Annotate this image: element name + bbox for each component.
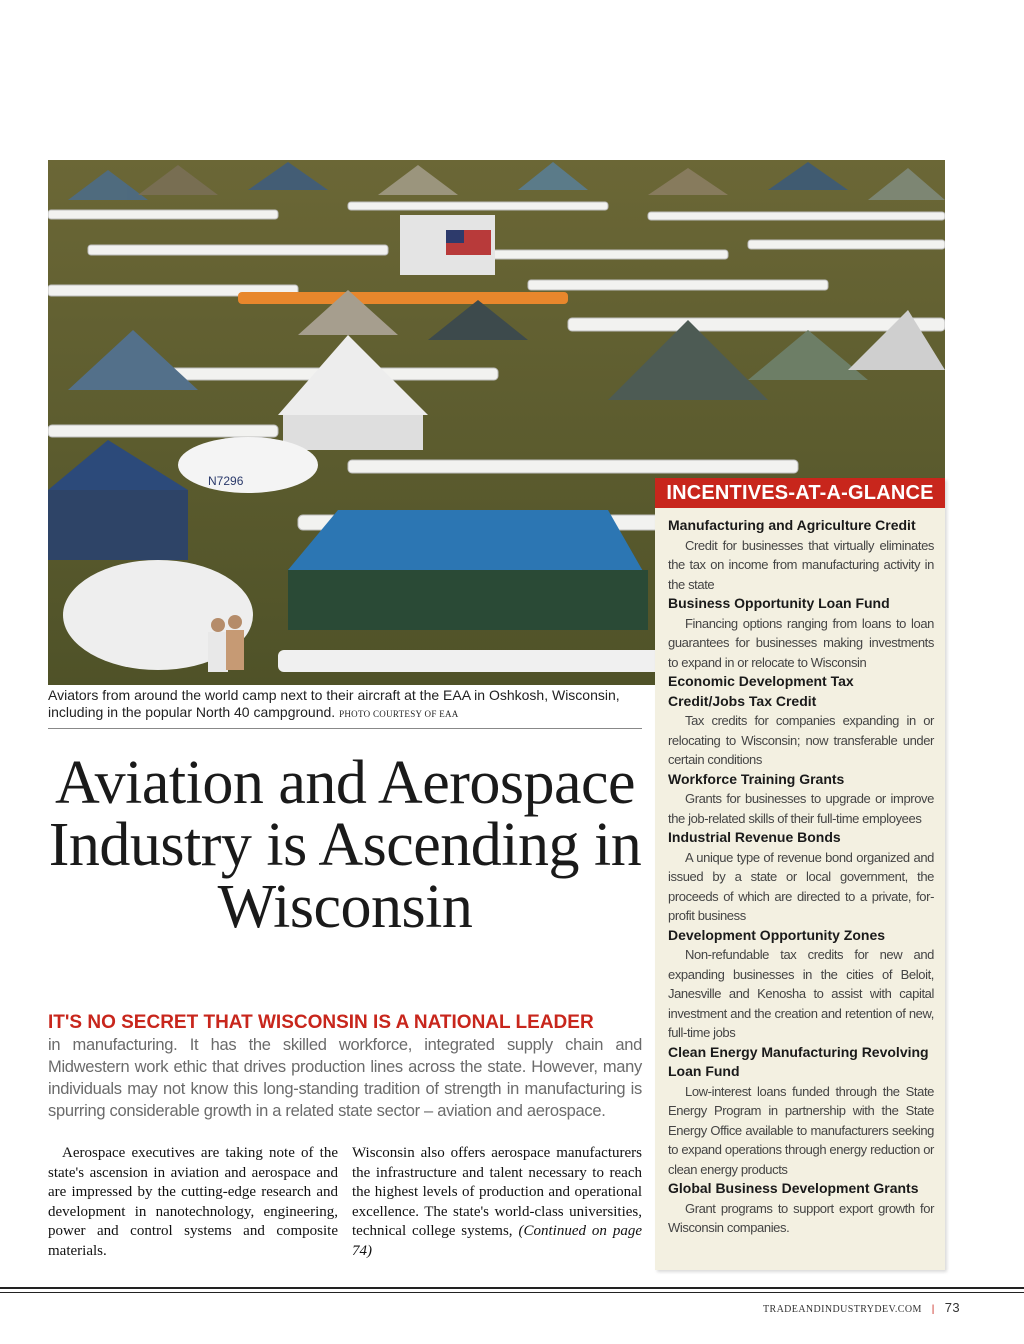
continued-note: (Continued on page 74) (352, 1223, 643, 1259)
incentive-item (668, 672, 934, 770)
aircraft-registration: N7296 (208, 474, 244, 488)
incentive-name: Industrial Revenue Bonds (668, 829, 841, 845)
footer-rule-thin (0, 1292, 1024, 1293)
incentive-name: Workforce Training Grants (668, 770, 845, 787)
incentive-name: Clean Energy Manufacturing Revolving Loan Fund (668, 1043, 929, 1079)
incentive-list (668, 516, 934, 1238)
lead-highlight: IT'S NO SECRET THAT WISCONSIN IS A NATIONAL LEADER (48, 1012, 594, 1033)
incentive-description: Grants for businesses to upgrade or improve the job-related skills of their full-time employees (668, 791, 934, 826)
incentive-description: Low-interest loans funded through the State Energy Program in partnership with the State Energy Office available to manufacturers seeking to expand operations through energy reduction or clean energy products (668, 1083, 934, 1177)
caption-divider (48, 728, 642, 729)
caption-text: Aviators from around the world camp next to their aircraft at the EAA in Oshkosh, Wisconsin, including in the popular North 40 campground. (48, 687, 620, 720)
body-column-1: Aerospace executives are taking note of the state's ascension in aviation and aerospace and are impressed by the cutting-edge research and development in nanotechnology, engineering, power and control systems and composite materials. (48, 1145, 338, 1259)
sidebar-title: INCENTIVES-AT-A-GLANCE (655, 478, 945, 508)
incentive-item (668, 1179, 934, 1238)
article-headline: Aviation and Aerospace Industry is Ascending in Wisconsin (48, 749, 642, 941)
article-lead (48, 1012, 642, 1122)
column-2-text: Wisconsin also offers aerospace manufacturers the infrastructure and talent necessary to reach the highest levels of production and operational excellence. The state's world-class universities, technical college systems, (352, 1145, 642, 1239)
incentive-name: Business Opportunity Loan Fund (668, 595, 890, 611)
incentive-item (668, 828, 934, 926)
incentive-description: A unique type of revenue bond organized and issued by a state or local government, the proceeds of which are directed to a private, for-profit business (668, 849, 934, 923)
page-footer (763, 1300, 960, 1315)
footer-site: TRADEANDINDUSTRYDEV.COM (762, 1304, 922, 1315)
incentive-item (668, 1043, 934, 1180)
lead-body: in manufacturing. It has the skilled workforce, integrated supply chain and Midwestern work ethic that drives production lines across the state. However, many individuals may not know this long-standing tradition of strength in manufacturing is spurring considerable growth in a related state sector – aviation and aerospace. (48, 1036, 642, 1120)
incentive-item (668, 770, 934, 829)
incentive-description: Tax credits for companies expanding in or relocating to Wisconsin; now transferable under certain conditions (668, 713, 934, 767)
body-column-2 (352, 1144, 642, 1261)
incentive-description: Credit for businesses that virtually eliminates the tax on income from manufacturing activity in the state (668, 537, 934, 592)
incentive-item (668, 594, 934, 672)
incentive-name: Manufacturing and Agriculture Credit (668, 517, 916, 533)
incentive-name: Economic Development Tax Credit/Jobs Tax Credit (668, 673, 854, 709)
footer-rule (0, 1287, 1024, 1289)
incentive-item (668, 516, 934, 594)
footer-separator: | (931, 1304, 935, 1315)
incentive-name: Global Business Development Grants (668, 1180, 919, 1196)
incentive-description: Financing options ranging from loans to loan guarantees for businesses making investments to expand in or relocate to Wisconsin (668, 615, 934, 670)
page-number: 73 (944, 1300, 960, 1315)
incentives-sidebar (655, 478, 945, 1270)
photo-caption (48, 687, 643, 723)
incentive-description: Non-refundable tax credits for new and expanding businesses in the cities of Beloit, Janesville and Kenosha to assist with capital investment and the creation and retention of new, full-time jobs (668, 947, 934, 1040)
photo-credit: PHOTO COURTESY OF EAA (339, 709, 459, 719)
incentive-item (668, 926, 934, 1043)
incentive-description: Grant programs to support export growth for Wisconsin companies. (668, 1200, 934, 1235)
incentive-name: Development Opportunity Zones (668, 926, 886, 943)
